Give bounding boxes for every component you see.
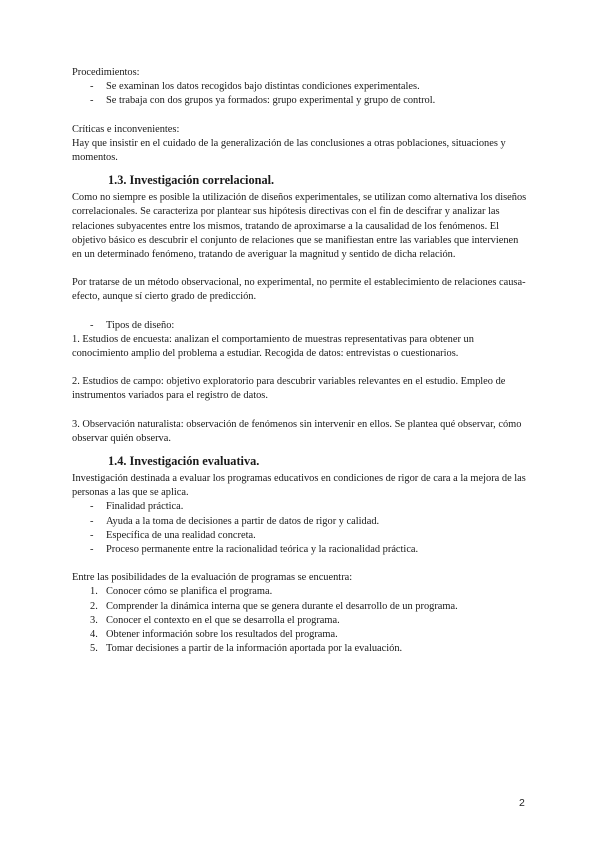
section-heading-evaluativa: 1.4. Investigación evaluativa. (108, 454, 260, 469)
evaluativa-list (72, 500, 528, 557)
procedimientos-title: Procedimientos: (72, 67, 140, 78)
list-item: 2. Comprender la dinámica interna que se genera durante el desarrollo de un programa. (90, 600, 458, 612)
procedimientos-list (72, 80, 528, 108)
list-item: 3. Conocer el contexto en el que se desarrolla el programa. (90, 614, 340, 626)
criticas-title: Críticas e inconvenientes: (72, 123, 180, 135)
list-item: 4. Obtener información sobre los resultados del programa. (90, 629, 338, 641)
list-item: - Finalidad práctica. (72, 500, 528, 514)
section-heading-correlacional: 1.3. Investigación correlacional. (108, 173, 275, 188)
list-item: 1. Conocer cómo se planifica el programa. (90, 586, 273, 598)
tipos-label-list (72, 319, 528, 333)
list-item: - Proceso permanente entre la racionalidad teórica y la racionalidad práctica. (72, 543, 528, 557)
correlacional-paragraph-2: Por tratarse de un método observacional, no experimental, no permite el establecimiento de relaciones causa-efecto, aunque sí cierto grado de predicción. (72, 277, 526, 303)
list-item: - Se trabaja con dos grupos ya formados: grupo experimental y grupo de control. (72, 94, 528, 108)
posibilidades-label: Entre las posibilidades de la evaluación de programas se encuentra: (72, 572, 353, 584)
tipo-naturalista: 3. Observación naturalista: observación de fenómenos sin intervenir en ellos. Se plantea qué observar, cómo observar quién observa. (72, 418, 522, 444)
page-number: 2 (519, 797, 525, 809)
tipo-encuesta: 1. Estudios de encuesta: analizan el comportamiento de muestras representativas para obtener un conocimiento amplio del problema a estudiar. Recogida de datos: entrevistas o cuestionarios. (72, 333, 474, 360)
evaluativa-paragraph: Investigación destinada a evaluar los programas educativos en condiciones de rigor de cara a la mejora de las personas a las que se aplica. (72, 473, 526, 499)
tipos-label: - Tipos de diseño: (72, 319, 528, 333)
document-page (72, 66, 528, 657)
tipo-campo: 2. Estudios de campo: objetivo exploratorio para descubrir variables relevantes en el estudio. Empleo de instrumentos variados para el registro de datos. (72, 376, 506, 402)
list-item: 5. Tomar decisiones a partir de la información aportada por la evaluación. (90, 643, 403, 655)
posibilidades-list (72, 585, 528, 656)
criticas-text: Hay que insistir en el cuidado de la generalización de las conclusiones a otras poblaciones, situaciones y momentos. (72, 137, 506, 164)
list-item: - Se examinan los datos recogidos bajo distintas condiciones experimentales. (72, 80, 528, 94)
list-item: - Ayuda a la toma de decisiones a partir de datos de rigor y calidad. (72, 515, 528, 529)
list-item: - Específica de una realidad concreta. (72, 529, 528, 543)
correlacional-paragraph-1: Como no siempre es posible la utilización de diseños experimentales, se utilizan como alternativa los diseños correlacionales. Se caracteriza por plantear sus hipótesis directivas con el fin de descifrar y analizar las relaciones subyacentes entre los mismos, tratando de aproximarse a la causalidad de los fenómenos. El objetivo básico es descubrir el conjunto de relaciones que se manifiestan entre las variables que intervienen en un determinado fenómeno, tratando de averiguar la magnitud y sentido de dicha relación. (72, 192, 527, 261)
